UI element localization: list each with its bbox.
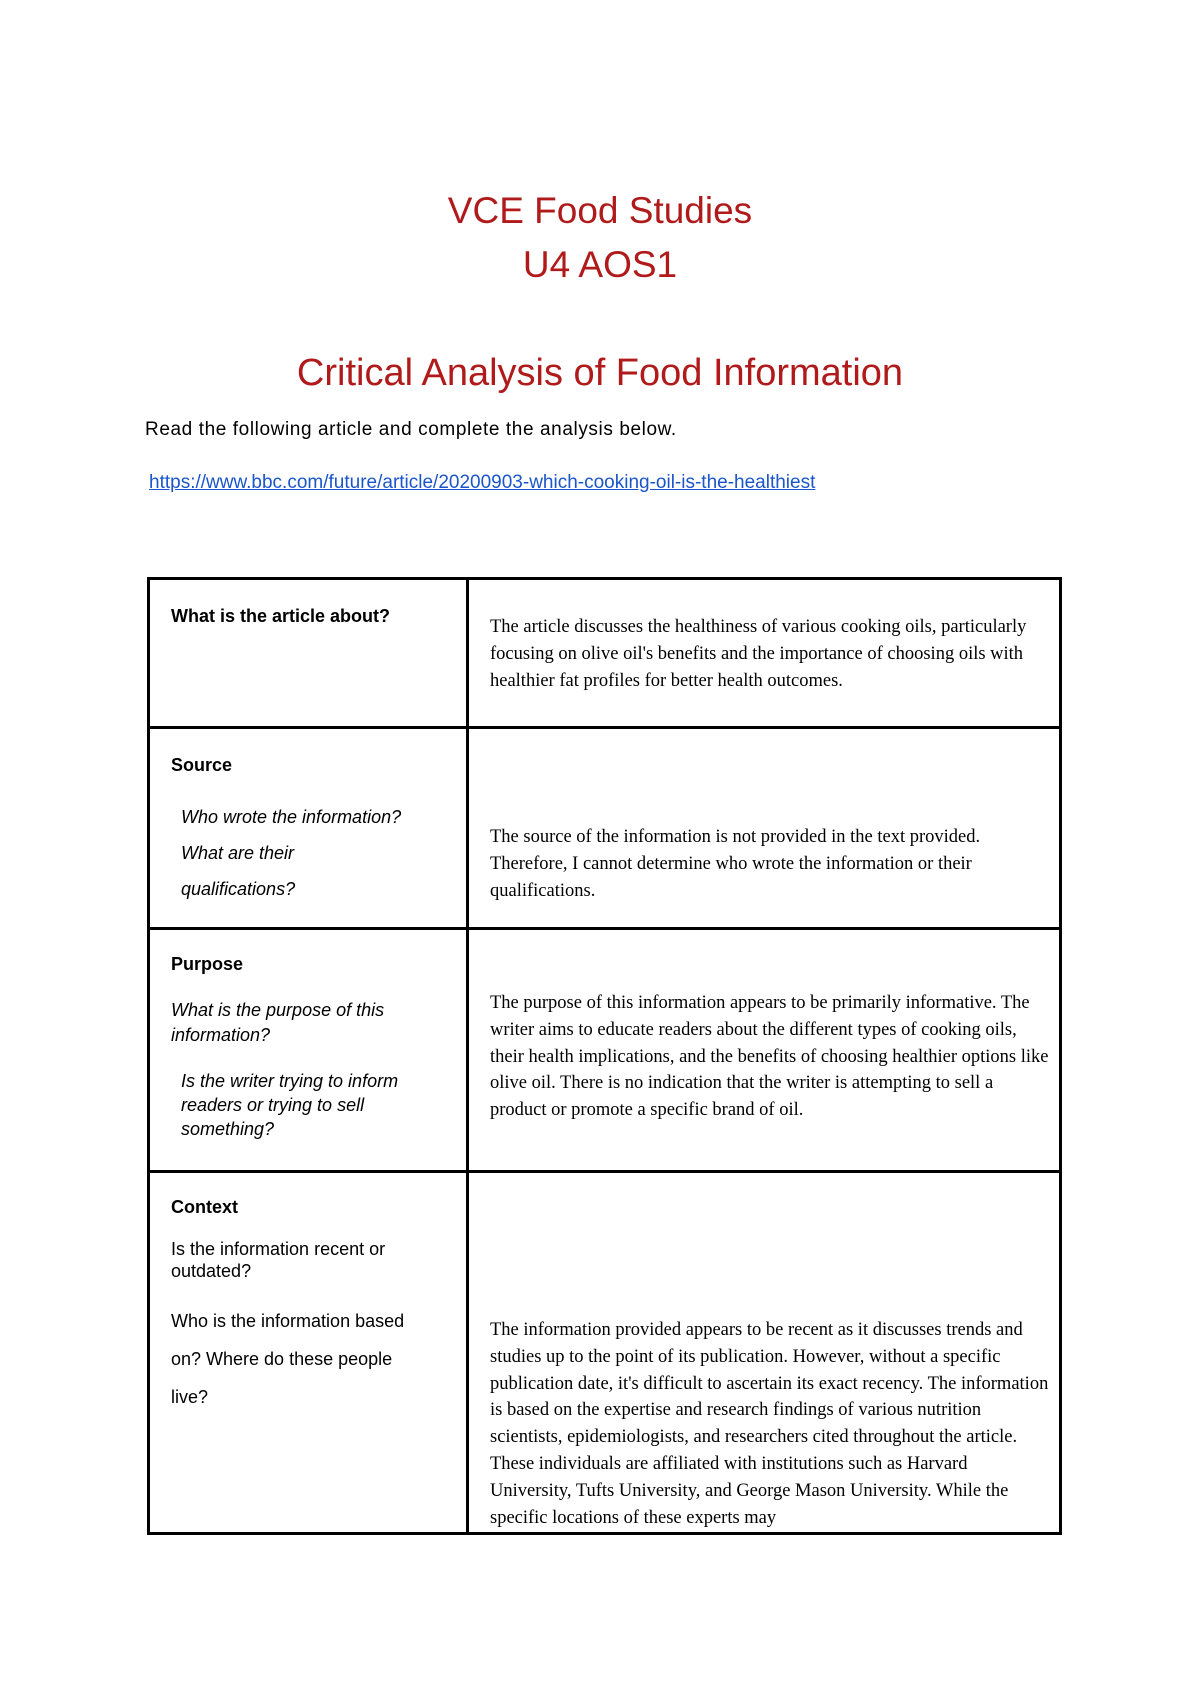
answer-cell[interactable]	[468, 728, 1061, 929]
table-row-purpose	[149, 929, 1061, 1172]
prompt-qualifications-a: What are their	[181, 843, 295, 864]
question-cell	[149, 929, 468, 1172]
table-row-source	[149, 728, 1061, 929]
answer-cell[interactable]	[468, 929, 1061, 1172]
question-cell	[149, 728, 468, 929]
row-title-context: Context	[171, 1197, 238, 1217]
prompt-recent: Is the information recent or outdated?	[171, 1239, 386, 1281]
answer-source: The source of the information is not provided in the text provided. Therefore, I cannot determine who wrote the information or their qualifications.	[490, 827, 981, 901]
question-cell	[149, 579, 468, 728]
prompt-based-on-b: on? Where do these people	[171, 1349, 393, 1370]
section-heading: Critical Analysis of Food Information	[296, 352, 904, 394]
answer-cell[interactable]	[468, 1172, 1061, 1534]
row-title-source: Source	[171, 755, 233, 775]
prompt-purpose: What is the purpose of this information?	[171, 1000, 385, 1045]
question-cell	[149, 1172, 468, 1534]
document-title: VCE Food Studies	[447, 190, 753, 231]
answer-purpose: The purpose of this information appears to be primarily informative. The writer aims to educate readers about the different types of cooking oils, their health implications, and the benefits of choosing healthier options like olive oil. There is no indication that the writer is attempting to sell a product or promote a specific brand of oil.	[490, 993, 1049, 1121]
answer-about: The article discusses the healthiness of various cooking oils, particularly focusing on olive oil's benefits and the importance of choosing oils with healthier fat profiles for better health outcomes.	[490, 617, 1027, 691]
table-row-context	[149, 1172, 1061, 1534]
prompt-inform-or-sell: Is the writer trying to inform readers or trying to sell something?	[181, 1070, 399, 1140]
article-link[interactable]: https://www.bbc.com/future/article/20200903-which-cooking-oil-is-the-healthiest	[149, 472, 816, 493]
question-about: What is the article about?	[171, 606, 391, 626]
table-row-about	[149, 579, 1061, 728]
prompt-who-wrote: Who wrote the information?	[181, 807, 402, 828]
intro-text: Read the following article and complete the analysis below.	[145, 419, 677, 440]
document-subtitle: U4 AOS1	[522, 244, 678, 285]
prompt-based-on-c: live?	[171, 1387, 209, 1408]
answer-context: The information provided appears to be recent as it discusses trends and studies up to the point of its publication. However, without a specific publication date, it's difficult to ascertain its exact recency. The information is based on the expertise and research findings of various nutrition scientists, epidemiologists, and researchers cited throughout the article. These individuals are affiliated with institutions such as Harvard University, Tufts University, and George Mason University. While the specific locations of these experts may	[490, 1320, 1049, 1528]
answer-cell[interactable]	[468, 579, 1061, 728]
analysis-table	[147, 577, 1062, 1535]
prompt-based-on-a: Who is the information based	[171, 1311, 405, 1332]
prompt-qualifications-b: qualifications?	[181, 879, 296, 900]
row-title-purpose: Purpose	[171, 954, 244, 974]
